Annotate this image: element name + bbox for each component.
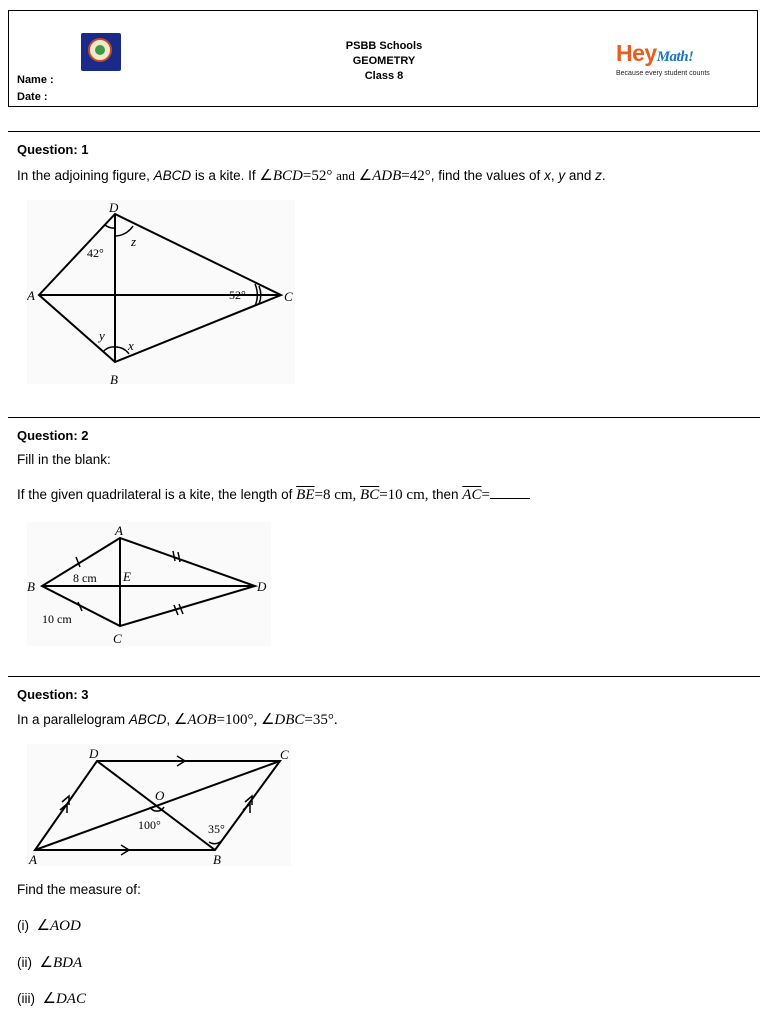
q1-shape: ABCD [153, 168, 192, 183]
q3-part: (iii) ∠DAC [17, 991, 86, 1007]
q2-title: Question: 2 [17, 428, 89, 443]
label-35: 35° [208, 822, 225, 836]
q2-seg3: $\overline{AC}$ [462, 487, 482, 503]
q1-angle1-name: BCD [272, 168, 303, 184]
label-y: y [99, 328, 105, 343]
q1-text: In the adjoining figure, ABCD is a kite. If ∠BCD=52° and ∠ADB=42°, find the values of x, y and z. [17, 168, 606, 184]
label-A: A [27, 288, 35, 303]
q3-part: (i) ∠AOD [17, 918, 81, 934]
label-z: z [131, 234, 137, 249]
q3-comma: , [166, 712, 171, 727]
q3-angle1-name: AOB [187, 712, 217, 728]
worksheet-header [8, 10, 758, 107]
part-angle: DAC [55, 991, 86, 1007]
q2-seg2: $\overline{BC}$ [360, 487, 380, 503]
part-num: (ii) [17, 955, 32, 970]
answer-blank[interactable] [490, 486, 530, 499]
label-x: x [128, 338, 134, 353]
label-B: B [213, 852, 221, 866]
label-A: A [115, 523, 123, 538]
label-D: D [89, 746, 99, 761]
date-label: Date : [17, 91, 48, 103]
brand-tagline: Because every student counts [616, 70, 710, 77]
q1-angle2-val: 42° [409, 168, 431, 184]
q2-kite-figure [27, 522, 271, 646]
q1-and: and [336, 168, 355, 183]
q1-var-y: y [558, 168, 566, 183]
label-52: 52° [229, 288, 246, 302]
q3-angle2-val: =35° [304, 712, 334, 728]
q1-text-post: , find the values of [430, 168, 545, 183]
brand-hey: Hey [616, 40, 657, 66]
label-A: A [29, 852, 37, 866]
part-angle: BDA [52, 955, 83, 971]
divider [8, 131, 760, 132]
q2-eq: = [481, 487, 490, 503]
q1-kite-figure [27, 200, 295, 384]
q2-line1: Fill in the blank: [17, 452, 111, 467]
q2-then: then [432, 487, 463, 502]
q1-var-x: x [544, 168, 551, 183]
label-D: D [109, 200, 119, 215]
q1-title: Question: 1 [17, 142, 89, 157]
label-B: B [110, 372, 118, 384]
name-label: Name : [17, 74, 54, 86]
label-10cm: 10 cm [42, 612, 72, 626]
q1-angle1-val: 52° [311, 168, 333, 184]
q3-parallelogram-figure [27, 744, 291, 866]
label-C: C [284, 289, 293, 304]
q1-end: . [601, 168, 606, 183]
q3-find: Find the measure of: [17, 882, 141, 897]
part-num: (i) [17, 918, 29, 933]
heymath-logo [616, 41, 710, 77]
label-C: C [280, 747, 289, 762]
class-name: Class 8 [364, 70, 404, 82]
school-name: PSBB Schools [345, 40, 423, 52]
label-8cm: 8 cm [73, 571, 97, 585]
divider [8, 676, 760, 677]
label-D: D [257, 579, 267, 594]
label-100: 100° [138, 818, 161, 832]
q1-angle2-name: ADB [372, 168, 402, 184]
label-O: O [155, 788, 165, 803]
diagonal-bd [97, 761, 215, 850]
part-angle: AOD [49, 918, 81, 934]
q3-text: In a parallelogram ABCD, ∠AOB=100°, ∠DBC=35°. [17, 712, 338, 728]
q2-seg1-val: =8 cm [314, 487, 353, 503]
q2-text-pre: If the given quadrilateral is a kite, the length of [17, 487, 297, 502]
q1-sep: , [550, 168, 559, 183]
q2-seg2-val: =10 cm [379, 487, 425, 503]
q3-title: Question: 3 [17, 687, 89, 702]
label-42: 42° [87, 246, 104, 260]
q1-and2: and [565, 168, 596, 183]
brand-math: Math! [656, 49, 694, 65]
label-B: B [27, 579, 35, 594]
q2-seg1: $\overline{BE}$ [296, 487, 315, 503]
q1-text-mid: is a kite. If [191, 168, 260, 183]
q2-text: If the given quadrilateral is a kite, the length of $\overline{BE}=8$ cm, $\overline{BC}=10$ cm, then $\overline{AC}=$ [17, 486, 530, 504]
subject-name: GEOMETRY [352, 55, 416, 67]
label-E: E [123, 569, 131, 584]
divider [8, 417, 760, 418]
q1-text-pre: In the adjoining figure, [17, 168, 154, 183]
q3-part: (ii) ∠BDA [17, 955, 83, 971]
part-num: (iii) [17, 991, 35, 1006]
q3-shape: ABCD [128, 712, 167, 727]
label-C: C [113, 631, 122, 646]
q1-var-z: z [595, 168, 602, 183]
q3-angle2-name: DBC [274, 712, 305, 728]
q3-angle1-val: =100° [216, 712, 254, 728]
q3-text-pre: In a parallelogram [17, 712, 129, 727]
